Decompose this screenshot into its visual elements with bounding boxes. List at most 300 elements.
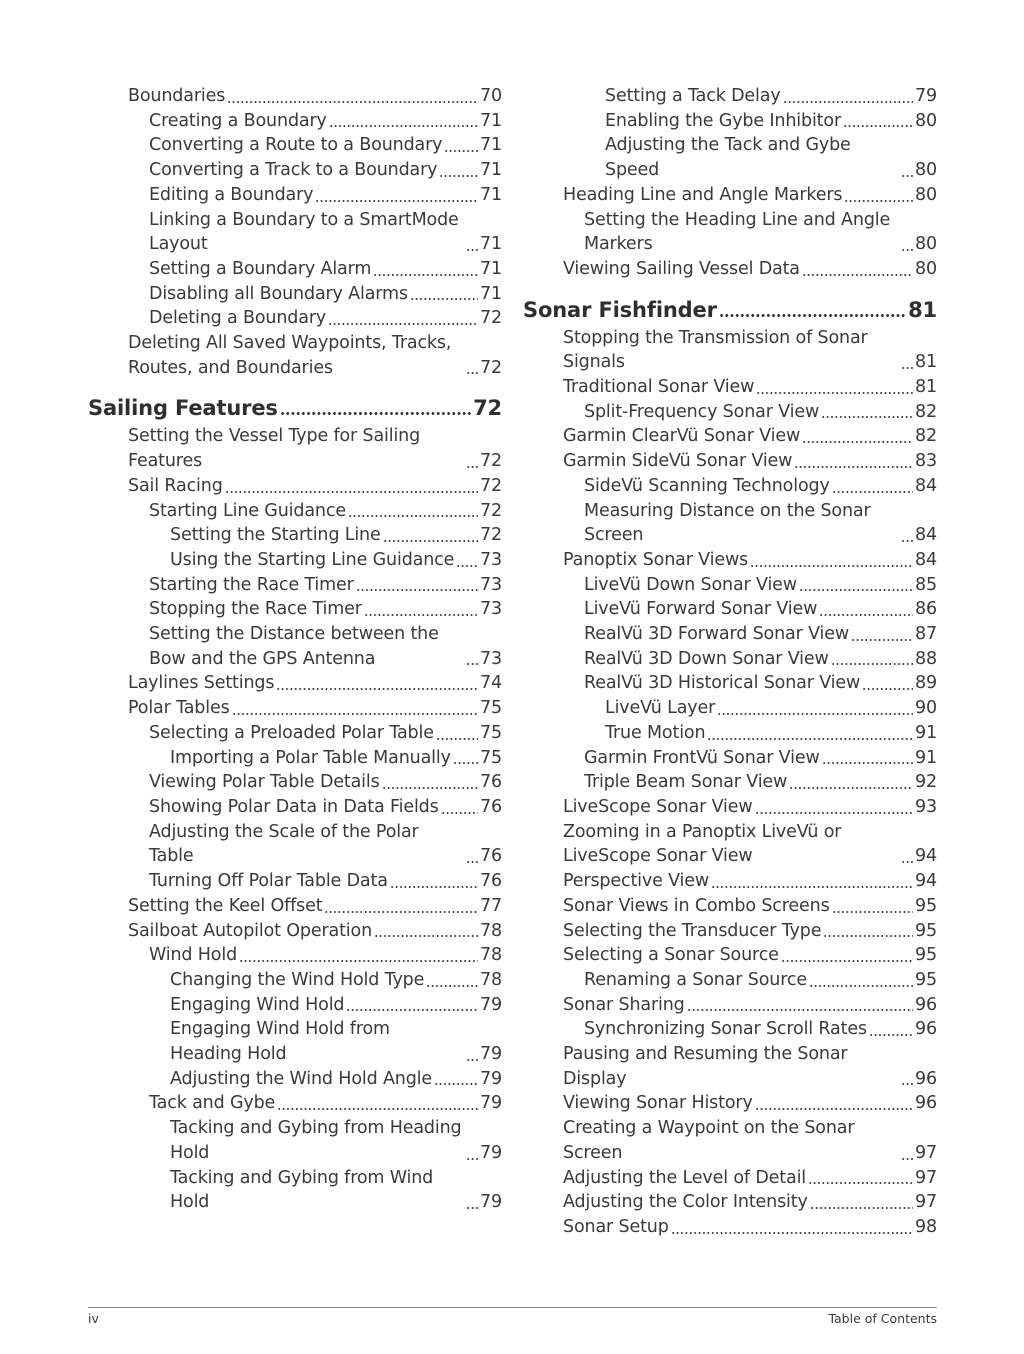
toc-entry-title: Changing the Wind Hold Type (170, 969, 425, 990)
toc-entry-page: 80 (915, 258, 937, 279)
toc-entry-title: Starting Line Guidance (149, 500, 346, 521)
toc-entry-page: 75 (480, 698, 502, 719)
toc-dot-leader (276, 688, 478, 690)
toc-entry-page: 82 (915, 426, 937, 447)
toc-entry-page: 79 (480, 1192, 502, 1213)
toc-dot-leader (426, 985, 478, 987)
toc-entry-page: 85 (915, 574, 937, 595)
toc-entry-title: Viewing Sonar History (563, 1093, 753, 1114)
toc-entry-page: 76 (480, 772, 502, 793)
toc-dot-leader (436, 738, 478, 740)
toc-dot-leader (707, 738, 913, 740)
toc-entry[interactable] (523, 84, 937, 109)
toc-dot-leader (750, 565, 913, 567)
toc-entry-page: 71 (480, 160, 502, 181)
toc-entry-page: 86 (915, 599, 937, 620)
toc-dot-leader (315, 200, 478, 202)
toc-entry[interactable] (88, 943, 502, 968)
footer-section-title: Table of Contents (828, 1311, 937, 1326)
toc-dot-leader (802, 441, 913, 443)
toc-entry-title: LiveVü Forward Sonar View (584, 599, 818, 620)
toc-entry-page: 72 (480, 451, 502, 472)
toc-entry-title: Wind Hold (149, 945, 238, 966)
toc-entry[interactable] (88, 671, 502, 696)
toc-entry-title: Engaging Wind Hold (170, 994, 345, 1015)
toc-dot-leader (434, 1083, 478, 1085)
toc-entry[interactable] (88, 1116, 502, 1165)
toc-entry-title: Converting a Route to a Boundary (149, 135, 443, 156)
toc-dot-leader (356, 589, 478, 591)
toc-entry[interactable] (523, 696, 937, 721)
toc-entry[interactable] (88, 770, 502, 795)
toc-entry[interactable] (523, 869, 937, 894)
toc-dot-leader (901, 1158, 913, 1160)
toc-entry[interactable] (523, 257, 937, 282)
toc-entry-title: Polar Tables (128, 698, 230, 719)
toc-dot-leader (901, 1083, 913, 1085)
toc-entry[interactable] (88, 523, 502, 548)
toc-entry-page: 79 (480, 994, 502, 1015)
toc-entry[interactable] (88, 869, 502, 894)
toc-entry[interactable] (523, 746, 937, 771)
toc-entry[interactable] (88, 696, 502, 721)
toc-entry-page: 96 (915, 1068, 937, 1089)
toc-entry-title: Tacking and Gybing from Wind Hold (170, 1167, 434, 1213)
toc-dot-leader (466, 1207, 478, 1209)
toc-entry[interactable] (523, 548, 937, 573)
toc-entry-title: Renaming a Sonar Source (584, 969, 807, 990)
toc-entry-page: 84 (915, 549, 937, 570)
toc-entry[interactable] (88, 721, 502, 746)
toc-entry-page: 88 (915, 648, 937, 669)
toc-dot-leader (466, 372, 478, 374)
toc-entry-title: Importing a Polar Table Manually (170, 747, 451, 768)
toc-entry-title: Turning Off Polar Table Data (149, 871, 388, 892)
toc-entry-page: 73 (480, 599, 502, 620)
toc-entry[interactable] (88, 820, 502, 869)
toc-dot-leader (755, 1108, 913, 1110)
footer-page-number: iv (88, 1311, 99, 1326)
toc-dot-leader (719, 314, 906, 317)
toc-entry-title: Traditional Sonar View (563, 377, 755, 398)
toc-entry-page: 87 (915, 624, 937, 645)
toc-entry[interactable] (88, 993, 502, 1018)
toc-entry-title: Setting the Keel Offset (128, 895, 323, 916)
toc-dot-leader (346, 1009, 478, 1011)
toc-entry[interactable] (88, 84, 502, 109)
toc-entry-page: 83 (915, 451, 937, 472)
toc-entry-title: Creating a Boundary (149, 110, 327, 131)
toc-entry-page: 80 (915, 110, 937, 131)
toc-dot-leader (687, 1009, 913, 1011)
toc-entry[interactable] (88, 109, 502, 134)
toc-entry-title: Showing Polar Data in Data Fields (149, 796, 439, 817)
toc-entry[interactable] (523, 1017, 937, 1042)
toc-entry[interactable] (523, 1215, 937, 1240)
toc-entry[interactable] (523, 1116, 937, 1165)
toc-dot-leader (862, 688, 913, 690)
toc-entry[interactable] (88, 1067, 502, 1092)
toc-entry-page: 79 (480, 1093, 502, 1114)
toc-entry[interactable] (523, 1190, 937, 1215)
toc-dot-leader (441, 812, 478, 814)
toc-dot-leader (466, 1158, 478, 1160)
toc-entry-title: Sailboat Autopilot Operation (128, 920, 373, 941)
toc-dot-leader (783, 101, 914, 103)
toc-entry-page: 84 (915, 525, 937, 546)
toc-left-column (88, 84, 502, 1215)
toc-entry[interactable] (523, 671, 937, 696)
toc-dot-leader (329, 125, 478, 127)
toc-entry-title: Garmin FrontVü Sonar View (584, 747, 820, 768)
toc-entry-page: 72 (480, 357, 502, 378)
toc-entry[interactable] (523, 993, 937, 1018)
toc-dot-leader (280, 412, 471, 415)
toc-entry-title: Boundaries (128, 86, 226, 106)
toc-entry-title: Disabling all Boundary Alarms (149, 283, 408, 304)
toc-entry[interactable] (523, 109, 937, 134)
toc-dot-leader (466, 663, 478, 665)
toc-entry-title: RealVü 3D Down Sonar View (584, 648, 829, 669)
toc-entry-title: Zooming in a Panoptix LiveVü or LiveScope Sonar View (563, 821, 842, 867)
toc-dot-leader (844, 200, 913, 202)
toc-entry-page: 94 (915, 871, 937, 892)
toc-dot-leader (755, 812, 914, 814)
toc-entry[interactable] (523, 647, 937, 672)
toc-dot-leader (466, 861, 478, 863)
toc-entry-page: 77 (480, 895, 502, 916)
toc-entry[interactable] (523, 133, 937, 182)
toc-dot-leader (869, 1034, 913, 1036)
toc-dot-leader (901, 367, 913, 369)
toc-entry[interactable] (88, 548, 502, 573)
toc-entry-page: 97 (915, 1142, 937, 1163)
toc-entry-title: Selecting a Preloaded Polar Table (149, 722, 434, 743)
toc-entry-title: Garmin ClearVü Sonar View (563, 426, 801, 447)
toc-entry-page: 91 (915, 722, 937, 743)
toc-entry[interactable] (523, 573, 937, 598)
toc-entry[interactable] (88, 1017, 502, 1066)
toc-dot-leader (821, 416, 913, 418)
toc-entry-title: Pausing and Resuming the Sonar Display (563, 1044, 848, 1089)
toc-entry-title: SideVü Scanning Technology (584, 475, 830, 496)
toc-dot-leader (832, 491, 913, 493)
toc-entry[interactable] (88, 257, 502, 282)
toc-entry[interactable] (88, 133, 502, 158)
toc-entry[interactable] (523, 1166, 937, 1191)
toc-entry-page: 93 (915, 796, 937, 817)
toc-entry-title: Synchronizing Sonar Scroll Rates (584, 1019, 867, 1040)
toc-entry-title: Deleting All Saved Waypoints, Tracks, Routes, and Boundaries (128, 333, 452, 378)
toc-dot-leader (383, 540, 478, 542)
toc-entry-page: 81 (915, 352, 937, 373)
toc-dot-leader (851, 639, 913, 641)
toc-entry-title: Setting the Heading Line and Angle Markers (584, 209, 891, 255)
toc-entry-title: Setting the Distance between the Bow and the GPS Antenna (149, 624, 439, 669)
toc-entry[interactable] (523, 894, 937, 919)
toc-entry-page: 72 (480, 500, 502, 521)
toc-entry-page: 78 (480, 920, 502, 941)
toc-entry[interactable] (523, 1042, 937, 1091)
toc-entry[interactable] (523, 424, 937, 449)
toc-dot-leader (799, 589, 913, 591)
toc-dot-leader (789, 787, 913, 789)
toc-entry-page: 71 (480, 283, 502, 304)
toc-entry-title: Engaging Wind Hold from Heading Hold (170, 1019, 390, 1065)
toc-entry-title: Deleting a Boundary (149, 308, 327, 329)
toc-dot-leader (832, 911, 913, 913)
toc-entry-page: 75 (480, 722, 502, 743)
toc-entry-page: 97 (915, 1192, 937, 1213)
toc-entry[interactable] (523, 968, 937, 993)
toc-dot-leader (444, 150, 478, 152)
toc-dot-leader (374, 935, 478, 937)
toc-entry[interactable] (523, 400, 937, 425)
toc-dot-leader (364, 614, 478, 616)
toc-entry-title: Sailing Features (88, 396, 278, 421)
toc-entry[interactable] (523, 499, 937, 548)
toc-entry-page: 96 (915, 1093, 937, 1114)
toc-entry-title: True Motion (605, 722, 706, 743)
toc-entry[interactable] (88, 1091, 502, 1116)
toc-entry-title: Heading Line and Angle Markers (563, 184, 843, 205)
toc-dot-leader (794, 466, 913, 468)
toc-entry-title: Tacking and Gybing from Heading Hold (170, 1118, 462, 1163)
toc-entry-page: 96 (915, 1019, 937, 1040)
toc-entry[interactable] (88, 968, 502, 993)
toc-entry[interactable] (88, 424, 502, 473)
toc-entry[interactable] (523, 474, 937, 499)
toc-right-column (523, 84, 937, 1240)
toc-entry-page: 71 (480, 258, 502, 279)
toc-entry[interactable] (88, 573, 502, 598)
toc-entry-title: Viewing Sailing Vessel Data (563, 258, 800, 279)
toc-entry-title: Selecting the Transducer Type (563, 920, 822, 941)
toc-entry[interactable] (88, 331, 502, 380)
toc-entry-page: 70 (480, 86, 502, 106)
toc-entry[interactable] (88, 919, 502, 944)
toc-entry[interactable] (523, 770, 937, 795)
toc-dot-leader (453, 762, 478, 764)
toc-dot-leader (901, 861, 913, 863)
toc-entry-title: Sail Racing (128, 475, 223, 496)
toc-entry[interactable] (523, 919, 937, 944)
toc-dot-leader (373, 274, 478, 276)
toc-entry[interactable] (88, 795, 502, 820)
toc-entry-page: 80 (915, 234, 937, 255)
toc-entry-page: 71 (480, 184, 502, 205)
toc-dot-leader (466, 1059, 478, 1061)
toc-entry[interactable] (88, 474, 502, 499)
toc-entry-page: 76 (480, 846, 502, 867)
toc-dot-leader (671, 1232, 913, 1234)
toc-entry-title: Adjusting the Tack and Gybe Speed (605, 135, 851, 181)
toc-chapter-entry[interactable] (88, 394, 502, 422)
toc-dot-leader (717, 713, 913, 715)
toc-entry-title: Sonar Fishfinder (523, 297, 717, 322)
toc-entry-title: Tack and Gybe (149, 1093, 276, 1114)
toc-entry-page: 92 (915, 772, 937, 793)
toc-entry-page: 95 (915, 945, 937, 966)
toc-entry-page: 71 (480, 234, 502, 255)
toc-entry-page: 78 (480, 945, 502, 966)
toc-entry-page: 71 (480, 110, 502, 131)
toc-entry-page: 79 (480, 1142, 502, 1163)
toc-entry-page: 96 (915, 994, 937, 1015)
toc-entry-title: Adjusting the Color Intensity (563, 1192, 808, 1213)
toc-entry-page: 72 (480, 475, 502, 496)
toc-entry-title: Viewing Polar Table Details (149, 772, 380, 793)
toc-entry-title: LiveScope Sonar View (563, 796, 753, 817)
toc-chapter-entry[interactable] (523, 296, 937, 324)
toc-dot-leader (901, 175, 913, 177)
toc-entry-title: Garmin SideVü Sonar View (563, 451, 793, 472)
toc-dot-leader (823, 935, 913, 937)
toc-entry-page: 76 (480, 871, 502, 892)
toc-entry-page: 97 (915, 1167, 937, 1188)
toc-entry-title: RealVü 3D Forward Sonar View (584, 624, 849, 645)
toc-entry[interactable] (88, 499, 502, 524)
toc-entry-page: 84 (915, 475, 937, 496)
toc-entry-title: Using the Starting Line Guidance (170, 549, 455, 570)
toc-dot-leader (822, 762, 913, 764)
toc-entry-title: Adjusting the Scale of the Polar Table (149, 821, 419, 867)
toc-entry-page: 73 (480, 574, 502, 595)
toc-entry[interactable] (523, 183, 937, 208)
toc-entry-page: 72 (480, 525, 502, 546)
toc-entry[interactable] (523, 820, 937, 869)
toc-dot-leader (819, 614, 913, 616)
toc-entry[interactable] (523, 1091, 937, 1116)
toc-entry[interactable] (523, 208, 937, 257)
toc-entry-title: Selecting a Sonar Source (563, 945, 779, 966)
toc-entry-page: 73 (480, 648, 502, 669)
toc-dot-leader (382, 787, 478, 789)
toc-entry-page: 94 (915, 846, 937, 867)
toc-entry-title: Converting a Track to a Boundary (149, 160, 438, 181)
toc-dot-leader (831, 663, 913, 665)
toc-dot-leader (802, 274, 913, 276)
toc-dot-leader (456, 565, 478, 567)
toc-dot-leader (390, 886, 478, 888)
toc-entry[interactable] (523, 597, 937, 622)
toc-entry[interactable] (523, 326, 937, 375)
toc-entry-title: Creating a Waypoint on the Sonar Screen (563, 1118, 855, 1163)
toc-entry[interactable] (88, 597, 502, 622)
toc-entry-title: Setting the Starting Line (170, 525, 381, 546)
toc-entry-title: Triple Beam Sonar View (584, 772, 788, 793)
toc-entry[interactable] (523, 795, 937, 820)
toc-entry[interactable] (88, 282, 502, 307)
toc-entry-title: Split-Frequency Sonar View (584, 401, 820, 422)
toc-dot-leader (439, 175, 478, 177)
toc-entry-page: 90 (915, 698, 937, 719)
toc-entry[interactable] (523, 449, 937, 474)
toc-entry-page: 79 (915, 86, 937, 106)
toc-entry-page: 95 (915, 969, 937, 990)
toc-entry-title: Panoptix Sonar Views (563, 549, 749, 570)
toc-entry-page: 81 (908, 297, 937, 322)
toc-dot-leader (410, 298, 478, 300)
toc-dot-leader (232, 713, 478, 715)
toc-entry[interactable] (523, 943, 937, 968)
footer-divider (88, 1307, 937, 1308)
toc-entry-title: Adjusting the Wind Hold Angle (170, 1068, 433, 1089)
toc-entry[interactable] (88, 894, 502, 919)
toc-entry-page: 79 (480, 1068, 502, 1089)
toc-entry-title: LiveVü Down Sonar View (584, 574, 797, 595)
toc-dot-leader (239, 960, 478, 962)
toc-entry-page: 80 (915, 184, 937, 205)
toc-entry[interactable] (88, 183, 502, 208)
toc-dot-leader (810, 1207, 913, 1209)
toc-entry-title: Linking a Boundary to a SmartMode Layout (149, 209, 459, 255)
toc-entry-page: 72 (473, 396, 502, 421)
toc-entry-page: 81 (915, 377, 937, 398)
toc-entry-title: Setting a Tack Delay (605, 86, 781, 106)
toc-dot-leader (225, 491, 478, 493)
toc-entry-title: Adjusting the Level of Detail (563, 1167, 807, 1188)
toc-dot-leader (901, 540, 913, 542)
toc-entry-page: 95 (915, 895, 937, 916)
toc-dot-leader (227, 101, 478, 103)
toc-dot-leader (711, 886, 913, 888)
toc-entry-page: 76 (480, 796, 502, 817)
toc-entry-page: 75 (480, 747, 502, 768)
toc-dot-leader (756, 392, 913, 394)
toc-entry-page: 71 (480, 135, 502, 156)
toc-entry-title: Sonar Views in Combo Screens (563, 895, 830, 916)
toc-entry[interactable] (523, 375, 937, 400)
toc-entry-page: 82 (915, 401, 937, 422)
toc-dot-leader (328, 323, 478, 325)
toc-entry-title: Enabling the Gybe Inhibitor (605, 110, 841, 131)
toc-dot-leader (809, 985, 913, 987)
toc-dot-leader (781, 960, 913, 962)
toc-dot-leader (901, 249, 913, 251)
toc-entry-page: 73 (480, 549, 502, 570)
toc-entry-page: 78 (480, 969, 502, 990)
toc-dot-leader (843, 125, 913, 127)
toc-dot-leader (808, 1182, 913, 1184)
toc-entry[interactable] (523, 721, 937, 746)
toc-dot-leader (466, 466, 478, 468)
toc-entry-page: 98 (915, 1216, 937, 1237)
toc-entry-page: 91 (915, 747, 937, 768)
toc-entry[interactable] (88, 746, 502, 771)
toc-dot-leader (324, 911, 478, 913)
toc-dot-leader (277, 1108, 478, 1110)
toc-entry-title: Sonar Sharing (563, 994, 685, 1015)
toc-entry-title: Laylines Settings (128, 673, 275, 694)
toc-entry[interactable] (88, 306, 502, 331)
toc-entry[interactable] (88, 622, 502, 671)
toc-entry-title: Setting a Boundary Alarm (149, 258, 372, 279)
toc-entry-title: Starting the Race Timer (149, 574, 354, 595)
toc-entry-title: Stopping the Transmission of Sonar Signals (563, 327, 868, 373)
toc-entry[interactable] (88, 158, 502, 183)
toc-entry-page: 74 (480, 673, 502, 694)
toc-entry[interactable] (88, 208, 502, 257)
toc-entry-title: Setting the Vessel Type for Sailing Features (128, 426, 421, 472)
toc-entry-title: RealVü 3D Historical Sonar View (584, 673, 861, 694)
toc-entry[interactable] (88, 1166, 502, 1215)
toc-entry-page: 72 (480, 308, 502, 329)
toc-entry-page: 79 (480, 1044, 502, 1065)
toc-entry[interactable] (523, 622, 937, 647)
toc-entry-page: 80 (915, 160, 937, 181)
toc-entry-title: Editing a Boundary (149, 184, 314, 205)
